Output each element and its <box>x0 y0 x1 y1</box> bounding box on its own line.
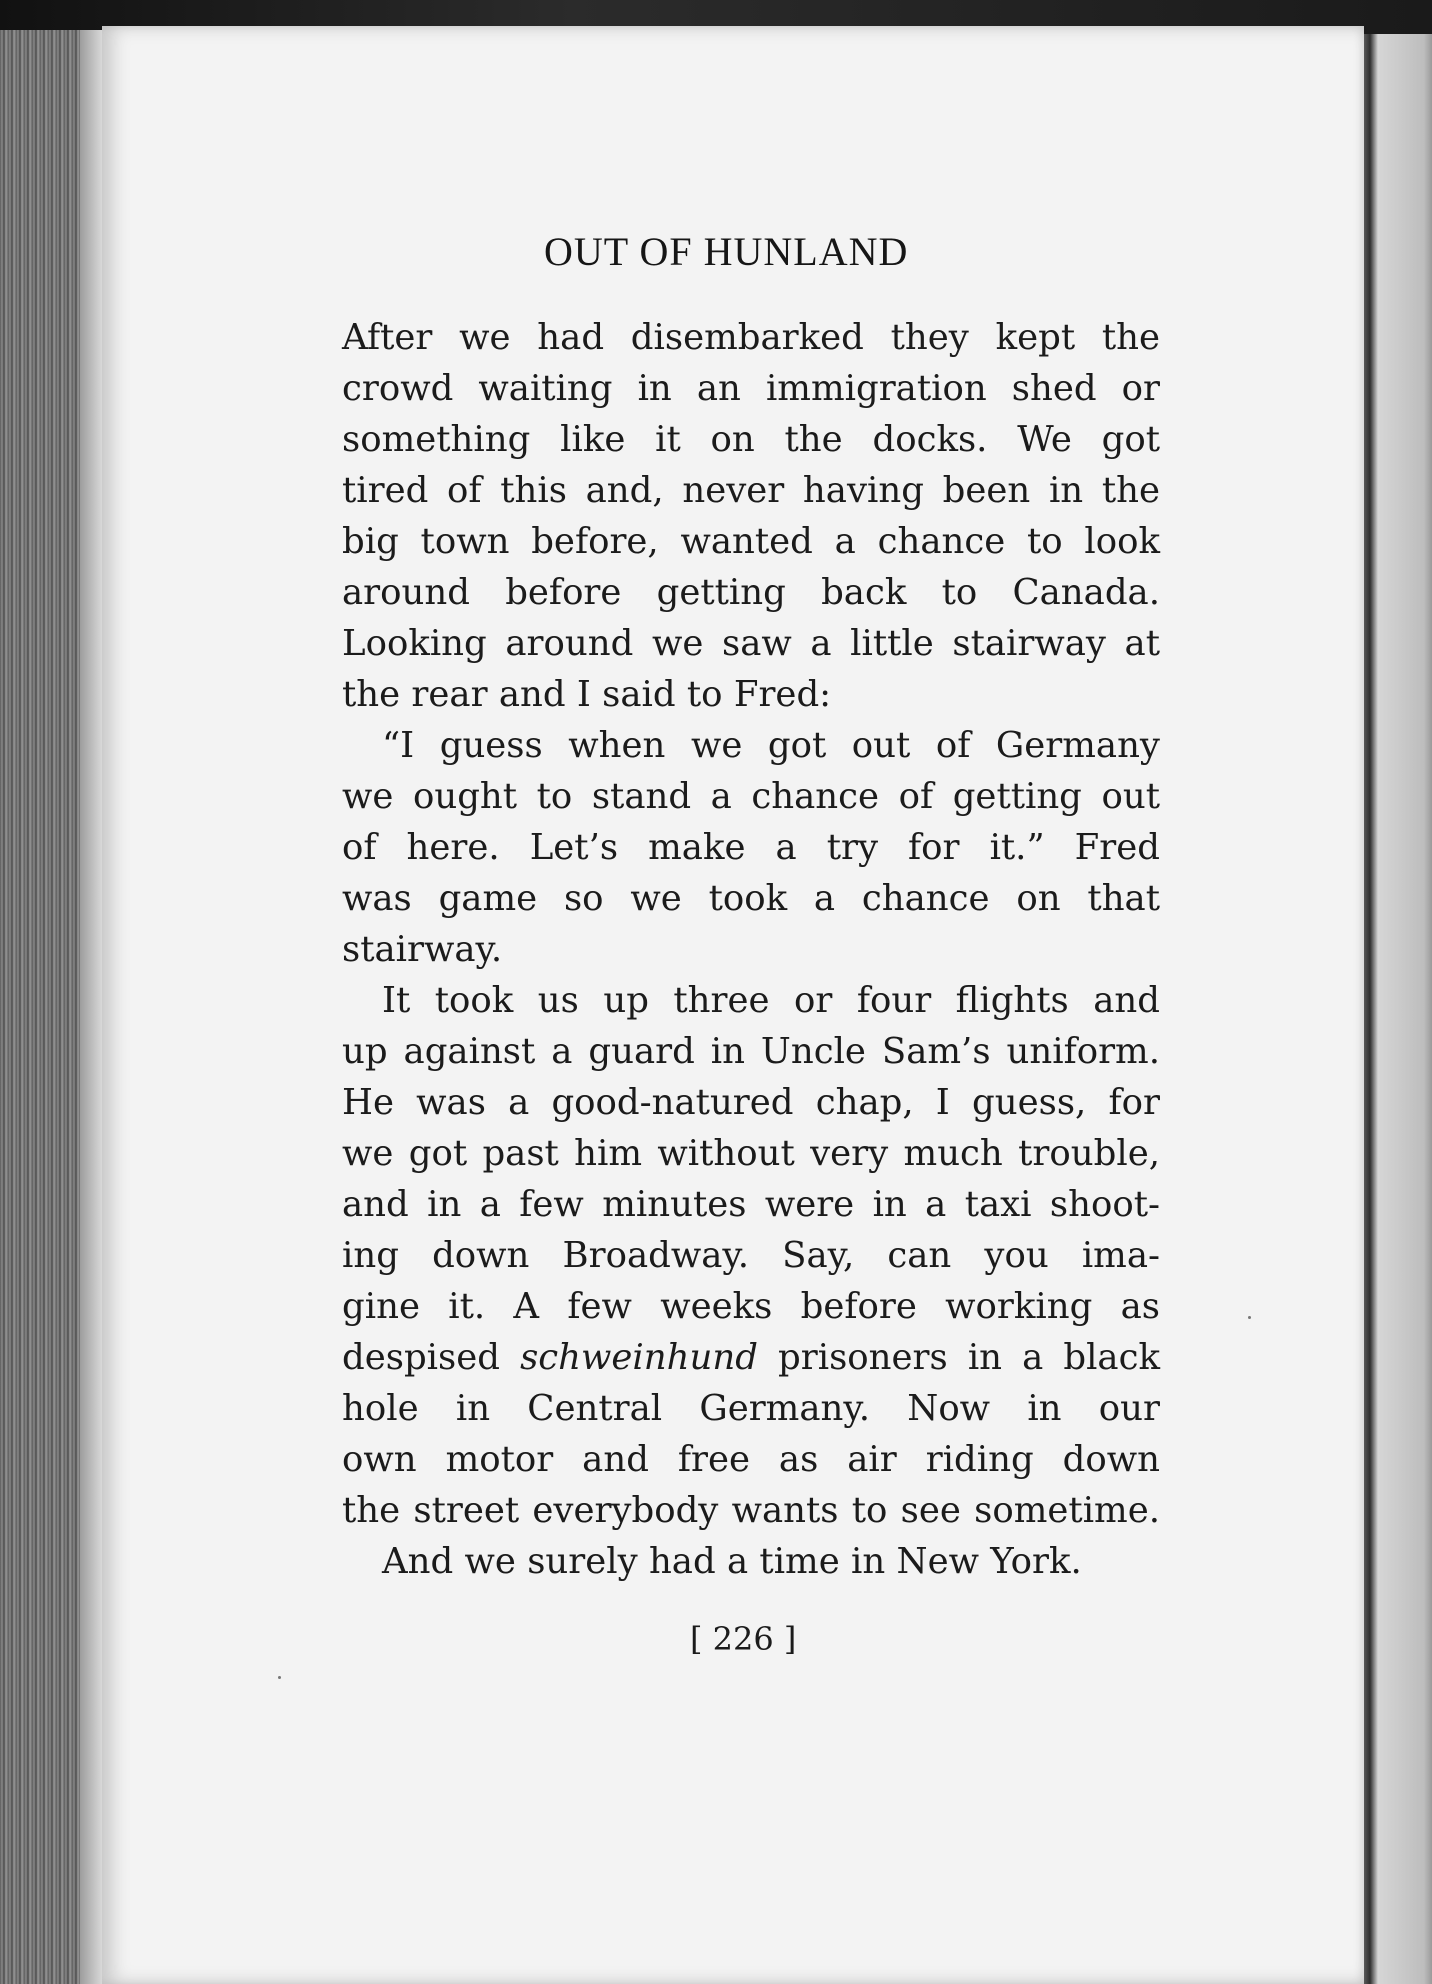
text-line-2: crowd waiting in an immigration shed or <box>342 368 1160 409</box>
text-line-10: we ought to stand a chance of getting out <box>342 776 1160 817</box>
text-line-4: tired of this and, never having been in the <box>342 470 1160 511</box>
text-line-15: up against a guard in Uncle Sam’s uniform. <box>342 1031 1160 1072</box>
text-line-7: Looking around we saw a little stairway at <box>342 623 1160 664</box>
running-head: OUT OF HUNLAND <box>544 229 909 274</box>
right-page-edge <box>1364 34 1432 1984</box>
text-line-6: around before getting back to Canada. <box>342 572 1160 613</box>
left-page-edges <box>0 30 92 1984</box>
text-line-3: something like it on the docks. We got <box>342 419 1160 460</box>
text-line-13: stairway. <box>342 929 503 970</box>
text-line-1: After we had disembarked they kept the <box>342 317 1160 358</box>
text-line-8: the rear and I said to Fred: <box>342 674 832 715</box>
text-line-9: “I guess when we got out of Germany <box>382 725 1160 766</box>
text-line-23: own motor and free as air riding down <box>342 1439 1160 1480</box>
text-line-21-a: despised <box>342 1337 521 1378</box>
paper-speck <box>278 1676 281 1679</box>
body-text <box>342 312 1160 1587</box>
paper-speck <box>1248 1316 1251 1319</box>
text-line-22: hole in Central Germany. Now in our <box>342 1388 1160 1429</box>
text-line-17: we got past him without very much trouble, <box>342 1133 1160 1174</box>
text-line-24: the street everybody wants to see sometime. <box>342 1490 1160 1531</box>
text-line-20: gine it. A few weeks before working as <box>342 1286 1160 1327</box>
text-line-25: And we surely had a time in New York. <box>382 1541 1082 1582</box>
italic-word: schweinhund <box>520 1337 758 1378</box>
text-line-12: was game so we took a chance on that <box>342 878 1160 919</box>
text-line-14: It took us up three or four flights and <box>382 980 1160 1021</box>
text-line-21-b: prisoners in a black <box>757 1337 1160 1378</box>
text-line-11: of here. Let’s make a try for it.” Fred <box>342 827 1160 868</box>
text-line-19: ing down Broadway. Say, can you ima- <box>342 1235 1160 1276</box>
text-line-5: big town before, wanted a chance to look <box>342 521 1160 562</box>
text-line-18: and in a few minutes were in a taxi shoot- <box>342 1184 1160 1225</box>
text-line-21 <box>342 1332 1160 1383</box>
text-line-16: He was a good-natured chap, I guess, for <box>342 1082 1160 1123</box>
page-number: [ 226 ] <box>690 1620 797 1658</box>
